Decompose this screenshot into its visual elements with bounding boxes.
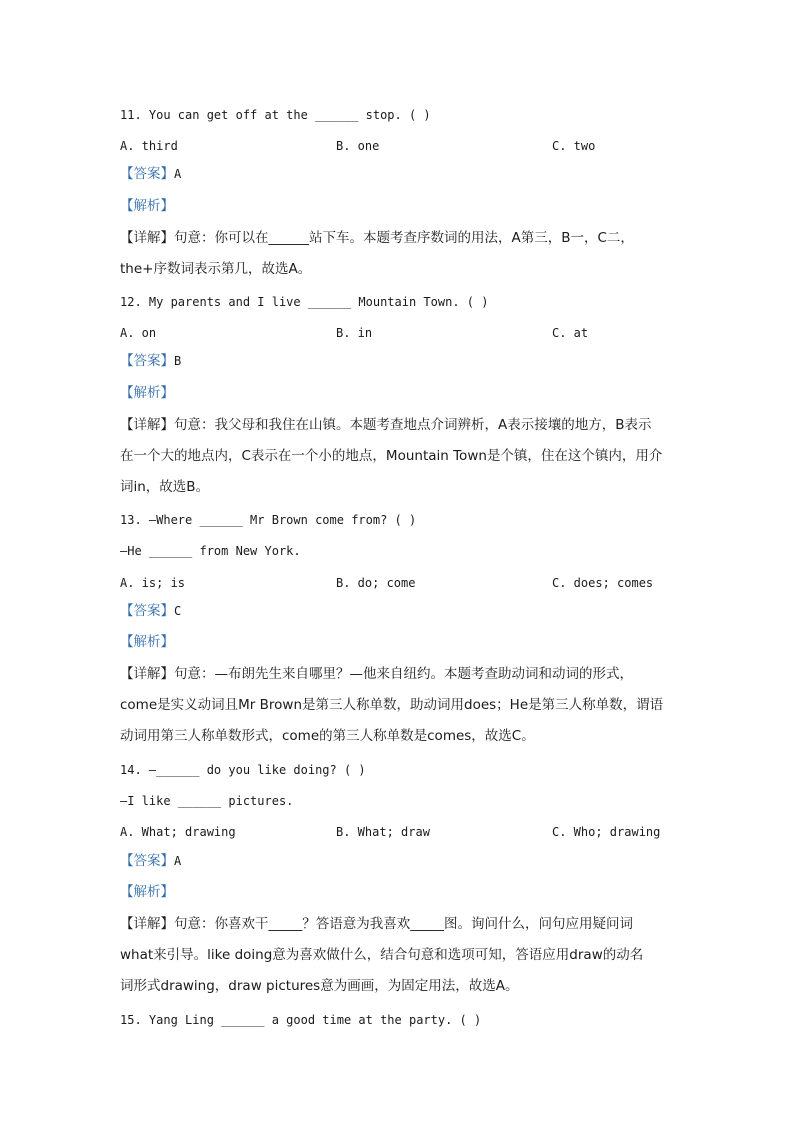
analysis-label: 【解析】 bbox=[120, 198, 174, 214]
question-12-detail-line-1 bbox=[120, 416, 652, 434]
answer-label: 【答案】 bbox=[120, 166, 174, 182]
question-11-options bbox=[120, 137, 680, 155]
detail-text: 句意：我父母和我住在山镇。本题考查地点介词辨析，A表示接壤的地方，B表示 bbox=[174, 417, 652, 433]
answer-label: 【答案】 bbox=[120, 603, 174, 619]
question-13-answer bbox=[120, 602, 181, 620]
question-12-detail-line-3: 词in，故选B。 bbox=[120, 479, 210, 495]
option-c: C. two bbox=[552, 139, 596, 153]
question-14-detail-line-2: what来引导。like doing意为喜欢做什么，结合句意和选项可知，答语应用draw的动名 bbox=[120, 947, 644, 963]
answer-label: 【答案】 bbox=[120, 353, 174, 369]
question-11-detail-line-2: the+序数词表示第几，故选A。 bbox=[120, 261, 312, 277]
option-c: C. does; comes bbox=[552, 576, 654, 590]
detail-text: 句意：你可以在______站下车。本题考查序数词的用法，A第三，B一，C二， bbox=[174, 230, 634, 246]
question-14-options bbox=[120, 823, 680, 841]
question-13-detail-line-2: come是实义动词且Mr Brown是第三人称单数，助动词用does；He是第三人称单数，谓语 bbox=[120, 697, 664, 713]
question-11-answer bbox=[120, 165, 181, 183]
option-a: A. is; is bbox=[120, 576, 186, 590]
question-14-stem-2: —I like ______ pictures. bbox=[120, 794, 294, 808]
option-a: A. third bbox=[120, 139, 178, 153]
answer-value: A bbox=[174, 854, 182, 868]
question-13-detail-line-3: 动词用第三人称单数形式，come的第三人称单数是comes，故选C。 bbox=[120, 728, 535, 744]
option-b: B. one bbox=[336, 139, 380, 153]
question-13-detail-line-1 bbox=[120, 665, 633, 683]
answer-label: 【答案】 bbox=[120, 853, 174, 869]
answer-value: A bbox=[174, 167, 182, 181]
detail-label: 【详解】 bbox=[120, 666, 174, 682]
question-13-stem-2: —He ______ from New York. bbox=[120, 544, 301, 558]
question-12-stem: 12. My parents and I live ______ Mountain Town. ( ) bbox=[120, 295, 489, 309]
question-14-answer bbox=[120, 852, 181, 870]
question-11-stem: 11. You can get off at the ______ stop. ( ) bbox=[120, 108, 431, 122]
analysis-label: 【解析】 bbox=[120, 385, 174, 401]
detail-text: 句意：你喜欢干_____？答语意为我喜欢_____图。询问什么，问句应用疑问词 bbox=[174, 916, 633, 932]
detail-text: 句意：—布朗先生来自哪里？—他来自纽约。本题考查助动词和动词的形式， bbox=[174, 666, 633, 682]
answer-value: C bbox=[174, 604, 182, 618]
option-a: A. on bbox=[120, 326, 157, 340]
question-13-stem: 13. —Where ______ Mr Brown come from? ( ) bbox=[120, 513, 417, 527]
analysis-label: 【解析】 bbox=[120, 634, 174, 650]
option-b: B. What; draw bbox=[336, 825, 430, 839]
question-15-stem: 15. Yang Ling ______ a good time at the party. ( ) bbox=[120, 1013, 482, 1027]
detail-label: 【详解】 bbox=[120, 230, 174, 246]
question-12-detail-line-2: 在一个大的地点内，C表示在一个小的地点，Mountain Town是个镇，住在这个镇内，用介 bbox=[120, 448, 663, 464]
option-c: C. Who; drawing bbox=[552, 825, 661, 839]
question-14-detail-line-3: 词形式drawing，draw pictures意为画画，为固定用法，故选A。 bbox=[120, 978, 519, 994]
option-a: A. What; drawing bbox=[120, 825, 236, 839]
question-12-answer bbox=[120, 352, 181, 370]
question-14-stem: 14. —______ do you like doing? ( ) bbox=[120, 763, 366, 777]
detail-label: 【详解】 bbox=[120, 417, 174, 433]
option-c: C. at bbox=[552, 326, 589, 340]
detail-label: 【详解】 bbox=[120, 916, 174, 932]
question-13-options bbox=[120, 574, 680, 592]
analysis-label: 【解析】 bbox=[120, 884, 174, 900]
question-14-detail-line-1 bbox=[120, 915, 633, 933]
option-b: B. do; come bbox=[336, 576, 416, 590]
option-b: B. in bbox=[336, 326, 373, 340]
question-11-detail-line-1 bbox=[120, 229, 634, 247]
question-12-options bbox=[120, 324, 680, 342]
answer-value: B bbox=[174, 354, 182, 368]
